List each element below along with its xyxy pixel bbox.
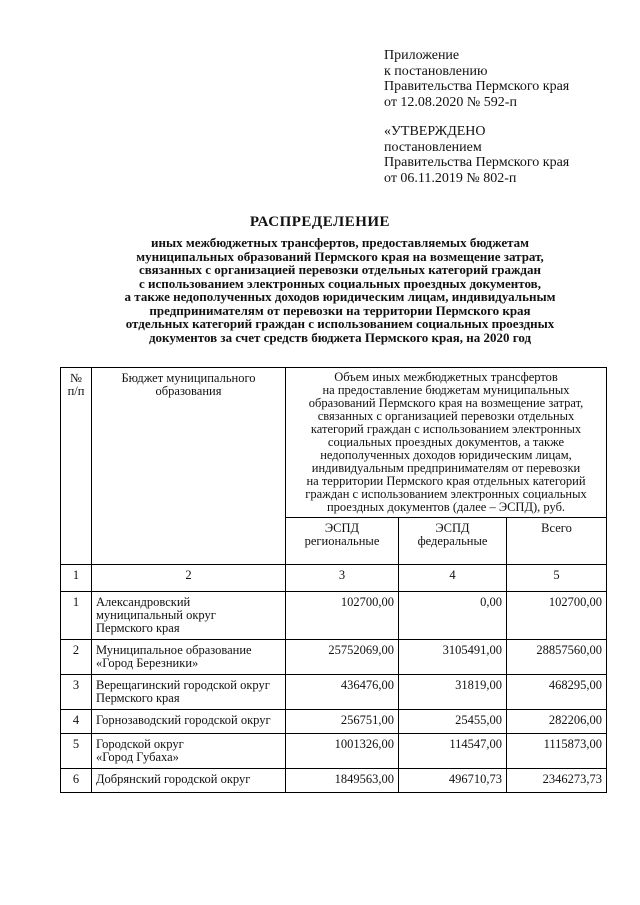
header-regional-line: региональные [304, 534, 380, 548]
document-title: РАСПРЕДЕЛЕНИЕ [249, 214, 391, 230]
column-number: 3 [286, 565, 399, 592]
column-number-row [61, 565, 607, 592]
federal-amount: 114547,00 [399, 734, 507, 769]
header-federal-line: федеральные [417, 534, 488, 548]
federal-amount: 496710,73 [399, 769, 507, 793]
approved-line: Правительства Пермского края [384, 155, 570, 170]
row-number: 4 [61, 710, 92, 734]
municipality-name [92, 769, 286, 793]
annex-block [384, 48, 624, 110]
header-volume [286, 368, 607, 518]
municipality-name [92, 710, 286, 734]
subtitle-line: предпринимателям от перевозки на территории Пермского края [149, 302, 531, 318]
subtitle-line: с использованием электронных социальных проездных документов, [139, 275, 541, 291]
subtitle-line: документов за счет средств бюджета Пермского края, на 2020 год [148, 329, 532, 345]
header-volume-line: проездных документов (далее – ЭСПД), руб. [326, 500, 566, 514]
municipality-name-line: «Город Губаха» [96, 750, 179, 764]
row-number: 2 [61, 640, 92, 675]
municipality-name-line: Верещагинский городской округ [96, 678, 270, 692]
header-volume-line: на территории Пермского края отдельных категорий [306, 474, 586, 488]
header-volume-line: индивидуальным предпринимателям от перевозки [311, 461, 581, 475]
table-row [61, 675, 607, 710]
municipality-name-line: Добрянский городской округ [96, 772, 251, 786]
regional-amount: 256751,00 [286, 710, 399, 734]
header-row [61, 368, 607, 518]
annex-line: Правительства Пермского края [384, 79, 570, 94]
federal-amount: 3105491,00 [399, 640, 507, 675]
municipality-name-line: Муниципальное образование [96, 643, 252, 657]
regional-amount: 436476,00 [286, 675, 399, 710]
approved-line: постановлением [384, 139, 482, 155]
annex-line: от 12.08.2020 № 592-п [384, 94, 517, 110]
regional-amount: 25752069,00 [286, 640, 399, 675]
header-regional [286, 518, 399, 565]
header-federal [399, 518, 507, 565]
table-body [61, 592, 607, 793]
municipality-name-line: Пермского края [96, 691, 180, 705]
header-regional-line: ЭСПД [324, 521, 360, 535]
municipality-name [92, 675, 286, 710]
header-budget [92, 368, 286, 565]
header-volume-line: Объем иных межбюджетных трансфертов [334, 370, 558, 384]
total-amount: 282206,00 [507, 710, 607, 734]
header-federal-line: ЭСПД [435, 521, 470, 535]
header-volume-line: категорий граждан с использованием электронных [310, 422, 582, 436]
annex-line: Приложение [384, 48, 460, 63]
federal-amount: 0,00 [399, 592, 507, 640]
header-total: Всего [507, 518, 607, 565]
header-volume-line: образований Пермского края на возмещение затрат, [308, 396, 584, 410]
distribution-table [60, 367, 607, 793]
approved-line: «УТВЕРЖДЕНО [384, 124, 486, 139]
federal-amount: 25455,00 [399, 710, 507, 734]
table-row [61, 734, 607, 769]
header-budget-line: образования [155, 384, 222, 398]
total-amount: 468295,00 [507, 675, 607, 710]
header-num-line: № [70, 371, 82, 385]
column-number: 5 [507, 565, 607, 592]
subtitle-line: муниципальных образований Пермского края на возмещение затрат, [136, 248, 544, 264]
table-row [61, 769, 607, 793]
subtitle-line: связанных с организацией перевозки отдельных категорий граждан [139, 262, 541, 277]
document-subtitle [60, 236, 620, 344]
subtitle-line: а также недополученных доходов юридическим лицам, индивидуальным [124, 289, 556, 304]
subtitle-line: отдельных категорий граждан с использованием социальных проездных [125, 316, 555, 331]
column-number: 1 [61, 565, 92, 592]
municipality-name-line: Городской округ [96, 737, 184, 751]
regional-amount: 1849563,00 [286, 769, 399, 793]
row-number: 5 [61, 734, 92, 769]
federal-amount: 31819,00 [399, 675, 507, 710]
header-volume-line: недополученных доходов юридическим лицам, [320, 448, 572, 462]
column-number: 2 [92, 565, 286, 592]
total-amount: 102700,00 [507, 592, 607, 640]
municipality-name-line: муниципальный округ [96, 608, 216, 622]
municipality-name-line: Горнозаводский городской округ [96, 713, 271, 727]
municipality-name-line: «Город Березники» [96, 656, 199, 670]
row-number: 6 [61, 769, 92, 793]
approved-line: от 06.11.2019 № 802-п [384, 170, 517, 186]
regional-amount: 1001326,00 [286, 734, 399, 769]
row-number: 3 [61, 675, 92, 710]
municipality-name-line: Пермского края [96, 621, 180, 635]
header-volume-line: социальных проездных документов, а также [327, 435, 565, 449]
header-volume-line: граждан с использованием электронных социальных [305, 487, 587, 501]
municipality-name-line: Александровский [96, 595, 191, 609]
regional-amount: 102700,00 [286, 592, 399, 640]
total-amount: 2346273,73 [507, 769, 607, 793]
header-num-line: п/п [67, 384, 85, 398]
row-number: 1 [61, 592, 92, 640]
header-volume-line: на предоставление бюджетам муниципальных [322, 383, 570, 397]
table-row [61, 640, 607, 675]
total-amount: 28857560,00 [507, 640, 607, 675]
approved-block [384, 124, 624, 186]
column-number: 4 [399, 565, 507, 592]
municipality-name [92, 592, 286, 640]
subtitle-line: иных межбюджетных трансфертов, предоставляемых бюджетам [150, 235, 530, 250]
total-amount: 1115873,00 [507, 734, 607, 769]
table-row [61, 710, 607, 734]
municipality-name [92, 734, 286, 769]
header-num [61, 368, 92, 565]
header-volume-line: связанных с организацией перевозки отдельных [317, 409, 575, 423]
header-budget-line: Бюджет муниципального [121, 371, 256, 385]
table-row [61, 592, 607, 640]
annex-line: к постановлению [384, 63, 488, 79]
municipality-name [92, 640, 286, 675]
